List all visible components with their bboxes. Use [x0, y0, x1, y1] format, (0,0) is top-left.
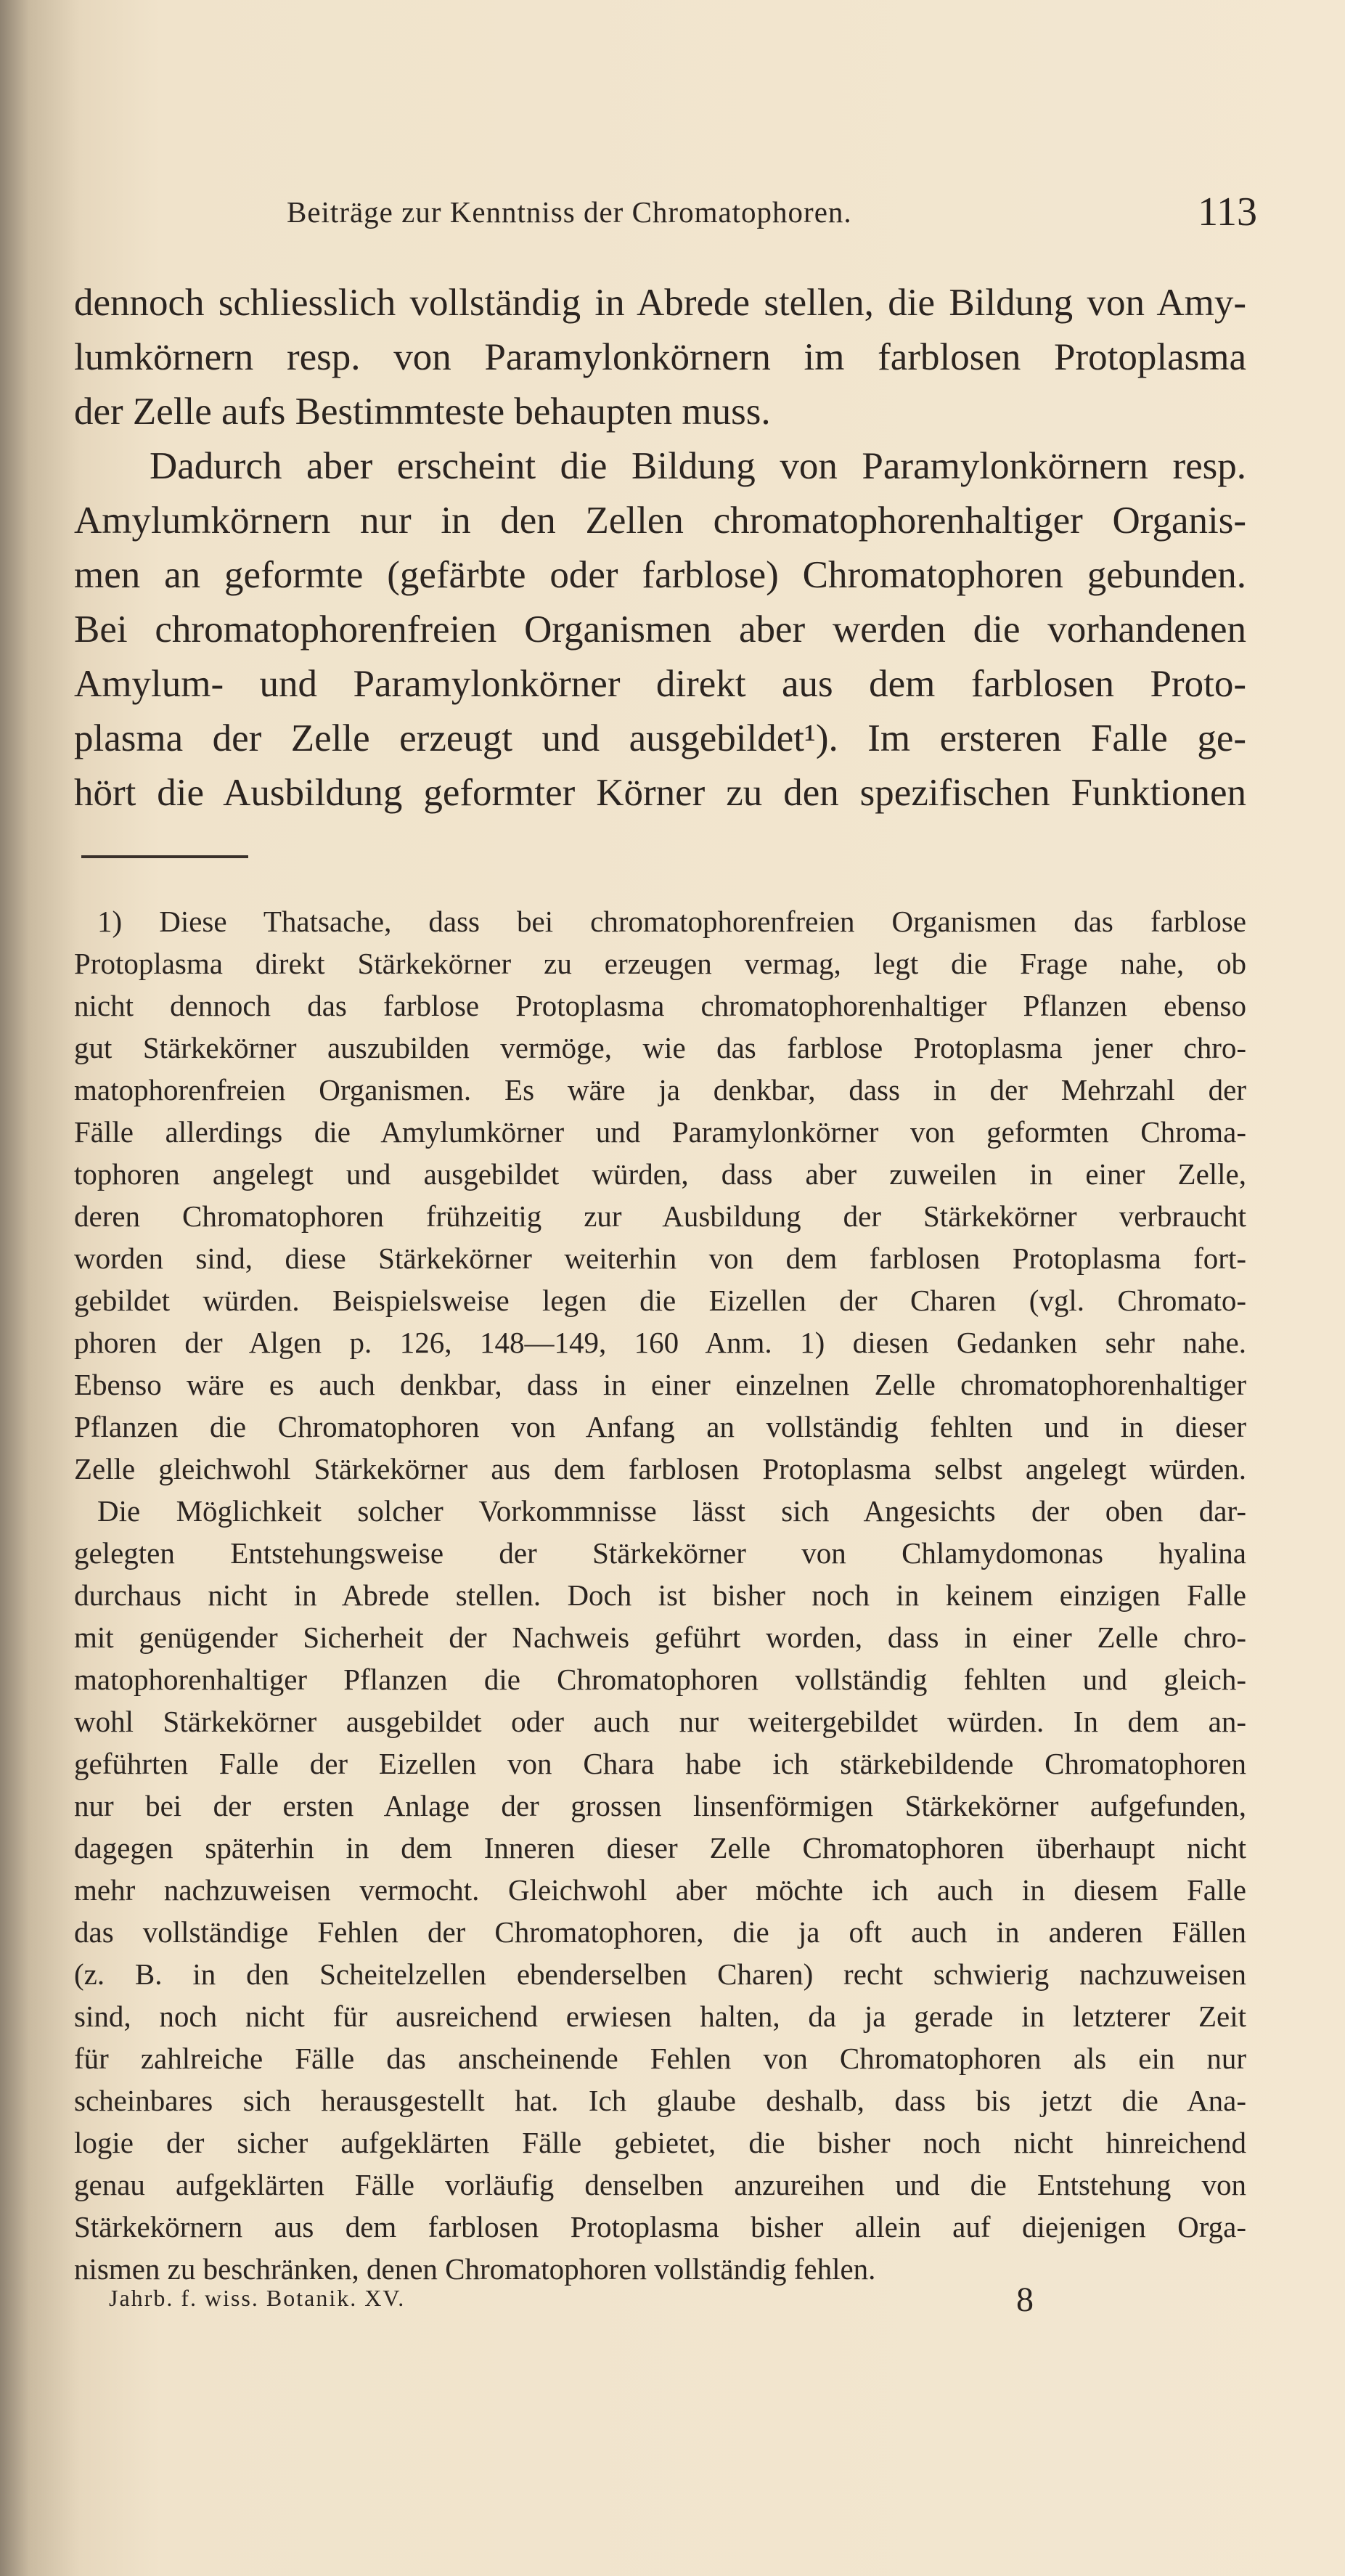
- footnote-line: dagegen späterhin in dem Inneren dieser Zelle Chromatophoren überhaupt nicht: [74, 1831, 1246, 1864]
- footnote-line: mit genügender Sicherheit der Nachweis geführt worden, dass in einer Zelle chro-: [74, 1621, 1246, 1654]
- footnote-separator: [81, 855, 248, 858]
- page-number: 113: [1198, 189, 1257, 235]
- footnote-line: logie der sicher aufgeklärten Fälle gebietet, die bisher noch nicht hinreichend: [74, 2126, 1246, 2159]
- footnote-line: tophoren angelegt und ausgebildet würden, dass aber zuweilen in einer Zelle,: [74, 1157, 1246, 1191]
- footnote-line: (z. B. in den Scheitelzellen ebenderselben Charen) recht schwierig nachzuweisen: [74, 1957, 1246, 1991]
- footnote-line: gelegten Entstehungsweise der Stärkekörner von Chlamydomonas hyalina: [74, 1536, 1246, 1570]
- footnote-line: worden sind, diese Stärkekörner weiterhin von dem farblosen Protoplasma fort-: [74, 1242, 1246, 1275]
- footnote-line: mehr nachzuweisen vermocht. Gleichwohl aber möchte ich auch in diesem Falle: [74, 1873, 1246, 1907]
- page-header: [287, 187, 1310, 238]
- footnote-line: Pflanzen die Chromatophoren von Anfang an vollständig fehlten und in dieser: [74, 1410, 1246, 1443]
- footnote-line: sind, noch nicht für ausreichend erwiesen halten, da ja gerade in letzterer Zeit: [74, 2000, 1246, 2033]
- footnote-line: nicht dennoch das farblose Protoplasma chromatophorenhaltiger Pflanzen ebenso: [74, 989, 1246, 1022]
- footnote-line: nismen zu beschränken, denen Chromatophoren vollständig fehlen.: [74, 2252, 876, 2286]
- footnote-line: für zahlreiche Fälle das anscheinende Fehlen von Chromatophoren als ein nur: [74, 2042, 1246, 2075]
- footnote-line: scheinbares sich herausgestellt hat. Ich glaube deshalb, dass bis jetzt die Ana-: [74, 2084, 1246, 2117]
- footnote-line: Protoplasma direkt Stärkekörner zu erzeugen vermag, legt die Frage nahe, ob: [74, 947, 1246, 980]
- footnote-line: Ebenso wäre es auch denkbar, dass in einer einzelnen Zelle chromatophorenhaltiger: [74, 1368, 1246, 1401]
- text-line: hört die Ausbildung geformter Körner zu den spezifischen Funktionen: [74, 772, 1246, 814]
- text-line: lumkörnern resp. von Paramylonkörnern im farblosen Protoplasma: [74, 336, 1246, 378]
- footnote-line: Stärkekörnern aus dem farblosen Protoplasma bisher allein auf diejenigen Orga-: [74, 2210, 1246, 2243]
- journal-signature: Jahrb. f. wiss. Botanik. XV.: [109, 2285, 406, 2311]
- footnote-line: genau aufgeklärten Fälle vorläufig denselben anzureihen und die Entstehung von: [74, 2168, 1246, 2201]
- text-line: der Zelle aufs Bestimmteste behaupten muss.: [74, 391, 771, 433]
- footnote-line: matophorenfreien Organismen. Es wäre ja denkbar, dass in der Mehrzahl der: [74, 1073, 1246, 1106]
- footnote-line: Zelle gleichwohl Stärkekörner aus dem farblosen Protoplasma selbst angelegt würden.: [74, 1452, 1246, 1485]
- footnote-line: deren Chromatophoren frühzeitig zur Ausbildung der Stärkekörner verbraucht: [74, 1199, 1246, 1233]
- footnote-line: Fälle allerdings die Amylumkörner und Paramylonkörner von geformten Chroma-: [74, 1115, 1246, 1149]
- text-line: Amylum- und Paramylonkörner direkt aus dem farblosen Proto-: [74, 663, 1246, 705]
- running-title: Beiträge zur Kenntniss der Chromatophoren.: [287, 195, 852, 229]
- text-line: Amylumkörnern nur in den Zellen chromatophorenhaltiger Organis-: [74, 500, 1246, 542]
- footnote: [74, 900, 1246, 2290]
- footnote-line: gut Stärkekörner auszubilden vermöge, wie das farblose Protoplasma jener chro-: [74, 1031, 1246, 1064]
- footnote-line: wohl Stärkekörner ausgebildet oder auch nur weitergebildet würden. In dem an-: [74, 1705, 1246, 1738]
- footnote-line: nur bei der ersten Anlage der grossen linsenförmigen Stärkekörner aufgefunden,: [74, 1789, 1246, 1822]
- text-line: dennoch schliesslich vollständig in Abrede stellen, die Bildung von Amy-: [74, 282, 1246, 324]
- text-line: men an geformte (gefärbte oder farblose) Chromatophoren gebunden.: [74, 554, 1246, 596]
- footnote-line: Die Möglichkeit solcher Vorkommnisse lässt sich Angesichts der oben dar-: [97, 1494, 1246, 1528]
- text-line: Dadurch aber erscheint die Bildung von Paramylonkörnern resp.: [150, 445, 1246, 487]
- sheet-number: 8: [1016, 2281, 1034, 2319]
- text-line: Bei chromatophorenfreien Organismen aber werden die vorhandenen: [74, 608, 1246, 651]
- text-line: plasma der Zelle erzeugt und ausgebildet¹). Im ersteren Falle ge-: [74, 717, 1246, 759]
- main-text: [74, 276, 1246, 820]
- footnote-line: phoren der Algen p. 126, 148—149, 160 Anm. 1) diesen Gedanken sehr nahe.: [74, 1326, 1246, 1359]
- footnote-line: matophorenhaltiger Pflanzen die Chromatophoren vollständig fehlten und gleich-: [74, 1663, 1246, 1696]
- footnote-line: das vollständige Fehlen der Chromatophoren, die ja oft auch in anderen Fällen: [74, 1915, 1246, 1949]
- footnote-line: gebildet würden. Beispielsweise legen die Eizellen der Charen (vgl. Chromato-: [74, 1284, 1246, 1317]
- footnote-line: 1) Diese Thatsache, dass bei chromatophorenfreien Organismen das farblose: [97, 905, 1246, 938]
- footnote-line: geführten Falle der Eizellen von Chara habe ich stärkebildende Chromatophoren: [74, 1747, 1246, 1780]
- footnote-line: durchaus nicht in Abrede stellen. Doch ist bisher noch in keinem einzigen Falle: [74, 1578, 1246, 1612]
